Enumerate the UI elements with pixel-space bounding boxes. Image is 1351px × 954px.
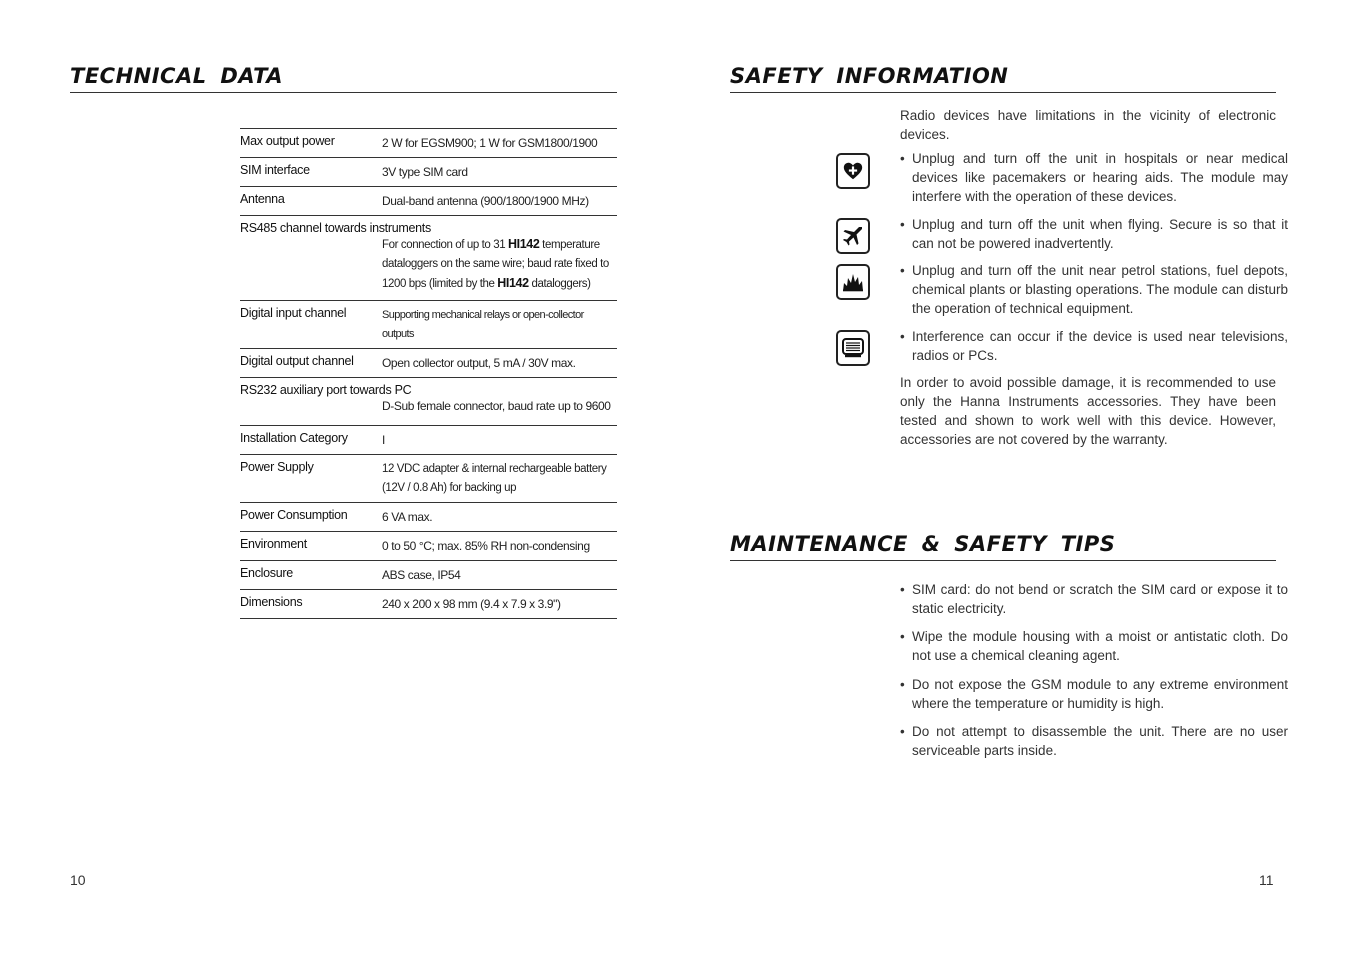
maintenance-bullet <box>900 627 1288 665</box>
spec-value: 240 x 200 x 98 mm (9.4 x 7.9 x 3.9") <box>382 597 561 611</box>
technical-data-heading: TECHNICAL DATA <box>70 64 617 93</box>
spec-value-part: For connection of up to 31 <box>382 239 509 251</box>
page-number: 10 <box>70 872 86 888</box>
spec-value <box>240 235 617 298</box>
table-row <box>240 129 617 158</box>
safety-bullet <box>900 215 1288 253</box>
table-row <box>240 590 617 619</box>
page-number: 11 <box>1259 872 1274 888</box>
spec-label: Antenna <box>240 192 285 206</box>
bullet-dot: • <box>900 217 905 232</box>
spec-label: RS232 auxiliary port towards PC <box>240 383 412 397</box>
television-icon-svg <box>841 337 865 359</box>
table-row <box>240 378 617 426</box>
explosion-icon-svg <box>841 270 865 294</box>
bullet-dot: • <box>900 263 905 278</box>
spec-value: 6 VA max. <box>382 510 433 524</box>
safety-bullet <box>900 149 1288 206</box>
spec-value: Open collector output, 5 mA / 30V max. <box>382 356 576 370</box>
spec-label: Power Supply <box>240 460 314 474</box>
bullet-dot: • <box>900 724 905 739</box>
spec-value: D-Sub female connector, baud rate up to 9600 <box>382 399 611 413</box>
safety-intro: Radio devices have limitations in the vicinity of electronic devices. <box>900 108 1276 142</box>
maintenance-bullet <box>900 675 1288 713</box>
spec-label: Enclosure <box>240 566 293 580</box>
product-code: HI142 <box>497 276 529 290</box>
spec-label: Dimensions <box>240 595 303 609</box>
table-row <box>240 158 617 187</box>
bullet-dot: • <box>900 629 905 644</box>
explosion-icon <box>836 264 870 300</box>
bullet-dot: • <box>900 677 905 692</box>
spec-label: RS485 channel towards instruments <box>240 221 431 235</box>
safety-outro: In order to avoid possible damage, it is recommended to use only the Hanna Instruments accessories. They have been tested and shown to work well with this device. However, accessories are not covered by the warranty. <box>900 375 1276 447</box>
spec-value-part: temperature dataloggers on the same wire; baud rate fixed to 1200 bps (limited by the <box>382 239 609 290</box>
maintenance-heading: MAINTENANCE & SAFETY TIPS <box>730 532 1276 561</box>
maintenance-bullet-text: Do not expose the GSM module to any extreme environment where the temperature or humidity is high. <box>912 677 1288 711</box>
spec-value: 12 VDC adapter & internal rechargeable battery (12V / 0.8 Ah) for backing up <box>382 463 607 494</box>
left-page <box>0 0 675 954</box>
safety-bullet <box>900 327 1288 365</box>
safety-information-heading: SAFETY INFORMATION <box>730 64 1276 93</box>
spec-label: Installation Category <box>240 431 348 445</box>
right-page <box>676 0 1351 954</box>
product-code: HI142 <box>508 237 540 251</box>
spec-label: Max output power <box>240 134 335 148</box>
maintenance-bullet <box>900 580 1288 618</box>
spec-value: 2 W for EGSM900; 1 W for GSM1800/1900 <box>382 136 598 150</box>
heart-medical-icon <box>836 153 870 189</box>
safety-bullet <box>900 261 1288 318</box>
maintenance-bullet-text: Do not attempt to disassemble the unit. There are no user serviceable parts inside. <box>912 724 1288 758</box>
table-row <box>240 455 617 503</box>
table-row <box>240 503 617 532</box>
safety-bullet-text: Unplug and turn off the unit near petrol stations, fuel depots, chemical plants or blasting operations. The module can disturb the operation of technical equipment. <box>912 263 1288 316</box>
maintenance-bullet <box>900 722 1288 760</box>
heart-medical-icon-svg <box>842 160 864 182</box>
spec-label: Digital output channel <box>240 354 354 368</box>
airplane-icon <box>836 218 870 254</box>
spec-value: 3V type SIM card <box>382 165 468 179</box>
bullet-dot: • <box>900 151 905 166</box>
table-row <box>240 349 617 378</box>
spec-value-part: dataloggers) <box>528 278 591 290</box>
spec-label: SIM interface <box>240 163 310 177</box>
maintenance-bullet-text: Wipe the module housing with a moist or antistatic cloth. Do not use a chemical cleaning agent. <box>912 629 1288 663</box>
airplane-icon-svg <box>841 224 865 248</box>
bullet-dot: • <box>900 582 905 597</box>
table-row <box>240 187 617 216</box>
table-row <box>240 532 617 561</box>
table-row <box>240 301 617 349</box>
technical-data-table <box>240 128 617 619</box>
spec-value: Dual-band antenna (900/1800/1900 MHz) <box>382 194 589 208</box>
spec-value: Supporting mechanical relays or open-collector outputs <box>382 309 584 340</box>
table-row <box>240 216 617 301</box>
maintenance-bullet-text: SIM card: do not bend or scratch the SIM card or expose it to static electricity. <box>912 582 1288 616</box>
television-icon <box>836 330 870 366</box>
spec-label: Environment <box>240 537 307 551</box>
safety-bullet-text: Unplug and turn off the unit in hospitals or near medical devices like pacemakers or hearing aids. The module may interfere with the operation of these devices. <box>912 151 1288 204</box>
spec-value: I <box>382 433 385 447</box>
spec-label: Digital input channel <box>240 306 347 320</box>
safety-bullet-text: Unplug and turn off the unit when flying. Secure is so that it can not be powered inadvertently. <box>912 217 1288 251</box>
safety-bullet-text: Interference can occur if the device is used near televisions, radios or PCs. <box>912 329 1288 363</box>
spec-value: ABS case, IP54 <box>382 568 461 582</box>
spec-value: 0 to 50 °C; max. 85% RH non-condensing <box>382 539 590 553</box>
table-row <box>240 561 617 590</box>
table-row <box>240 426 617 455</box>
bullet-dot: • <box>900 329 905 344</box>
spec-label: Power Consumption <box>240 508 348 522</box>
